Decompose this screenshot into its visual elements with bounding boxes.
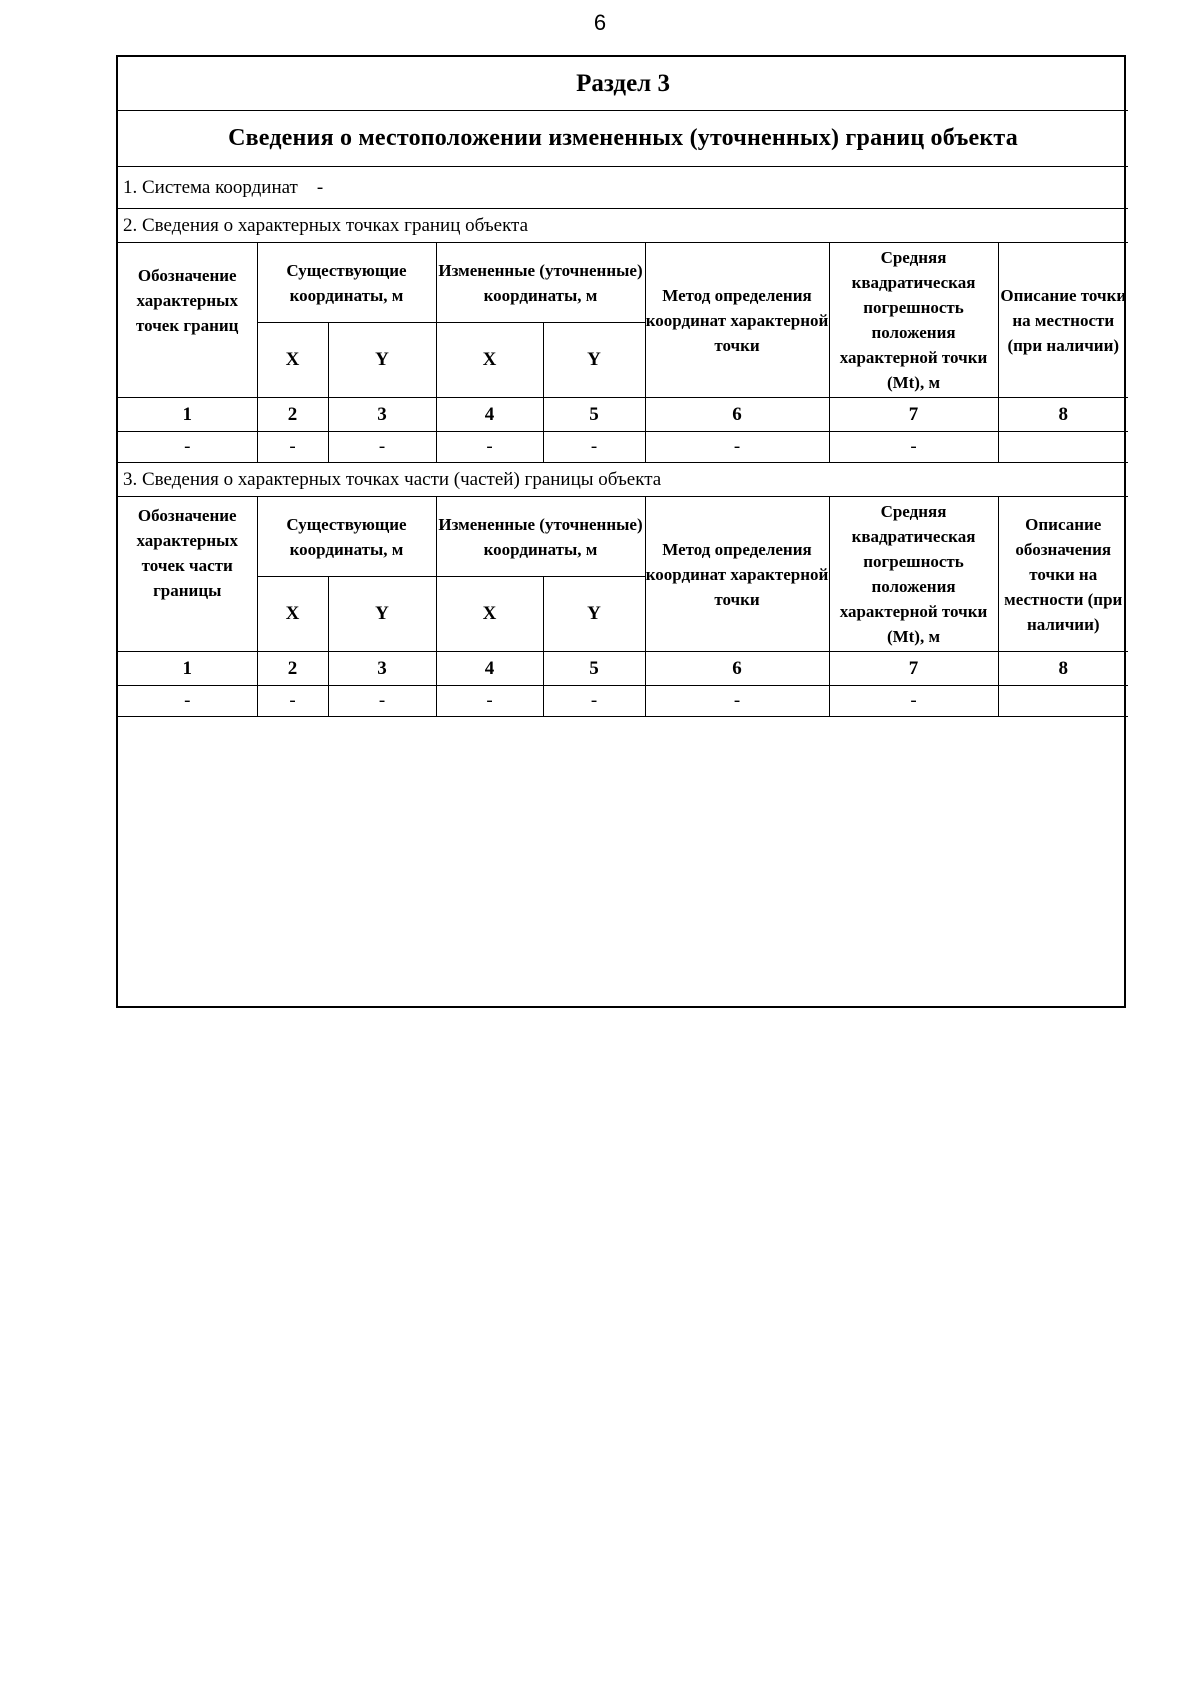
header-changed-coordinates: Измененные (уточненные) координаты, м	[436, 243, 645, 323]
table-cell: -	[118, 686, 257, 717]
header-changed-y: Y	[543, 323, 645, 398]
column-number: 6	[645, 398, 829, 432]
section-subtitle: Сведения о местоположении измененных (уточненных) границ объекта	[118, 111, 1128, 167]
header-existing-x: X	[257, 577, 328, 652]
part-boundary-points-heading: 3. Сведения о характерных точках части (частей) границы объекта	[118, 463, 1128, 497]
header-changed-x: X	[436, 323, 543, 398]
column-number: 2	[257, 652, 328, 686]
table-cell: -	[543, 432, 645, 463]
table-cell: -	[257, 432, 328, 463]
boundary-points-heading: 2. Сведения о характерных точках границ объекта	[118, 209, 1128, 243]
column-number: 4	[436, 652, 543, 686]
header-changed-x: X	[436, 577, 543, 652]
header-description: Описание точки на местности (при наличии)	[998, 243, 1128, 398]
table-cell: -	[436, 432, 543, 463]
header-existing-coordinates: Существующие координаты, м	[257, 497, 436, 577]
table-row	[118, 432, 1128, 463]
header-existing-y: Y	[328, 323, 436, 398]
table-cell	[998, 686, 1128, 717]
section-3-frame	[116, 55, 1126, 1008]
coordinate-system-value: -	[316, 176, 324, 198]
column-number-row	[118, 398, 1128, 432]
column-number: 3	[328, 652, 436, 686]
header-description: Описание обозначения точки на местности (при наличии)	[998, 497, 1128, 652]
header-method: Метод определения координат характерной точки	[645, 243, 829, 398]
table-cell	[998, 432, 1128, 463]
header-designation: Обозначение характерных точек границ	[118, 243, 257, 398]
header-changed-coordinates: Измененные (уточненные) координаты, м	[436, 497, 645, 577]
column-number: 8	[998, 398, 1128, 432]
table-cell: -	[328, 686, 436, 717]
section-title: Раздел 3	[118, 57, 1128, 111]
column-number-row	[118, 652, 1128, 686]
header-existing-y: Y	[328, 577, 436, 652]
column-number: 2	[257, 398, 328, 432]
table-cell: -	[829, 432, 998, 463]
column-number: 1	[118, 398, 257, 432]
header-mean-square-error: Средняя квадратическая погрешность положения характерной точки (Mt), м	[829, 243, 998, 398]
table-cell: -	[118, 432, 257, 463]
table-cell: -	[257, 686, 328, 717]
column-number: 7	[829, 652, 998, 686]
header-mean-square-error: Средняя квадратическая погрешность положения характерной точки (Mt), м	[829, 497, 998, 652]
coordinate-system-label: 1. Система координат	[123, 176, 298, 198]
header-method: Метод определения координат характерной точки	[645, 497, 829, 652]
page-number: 6	[593, 10, 607, 35]
header-changed-y: Y	[543, 577, 645, 652]
header-existing-coordinates: Существующие координаты, м	[257, 243, 436, 323]
column-number: 6	[645, 652, 829, 686]
column-number: 5	[543, 652, 645, 686]
table-cell: -	[645, 432, 829, 463]
table-cell: -	[436, 686, 543, 717]
column-number: 3	[328, 398, 436, 432]
table-cell: -	[645, 686, 829, 717]
table-cell: -	[328, 432, 436, 463]
column-number: 1	[118, 652, 257, 686]
column-number: 8	[998, 652, 1128, 686]
table-cell: -	[829, 686, 998, 717]
column-number: 7	[829, 398, 998, 432]
coordinate-system-row	[118, 167, 1128, 209]
header-existing-x: X	[257, 323, 328, 398]
header-designation: Обозначение характерных точек части границы	[118, 497, 257, 652]
section-3-table	[118, 57, 1128, 717]
table-cell: -	[543, 686, 645, 717]
table-row	[118, 686, 1128, 717]
column-number: 5	[543, 398, 645, 432]
column-number: 4	[436, 398, 543, 432]
